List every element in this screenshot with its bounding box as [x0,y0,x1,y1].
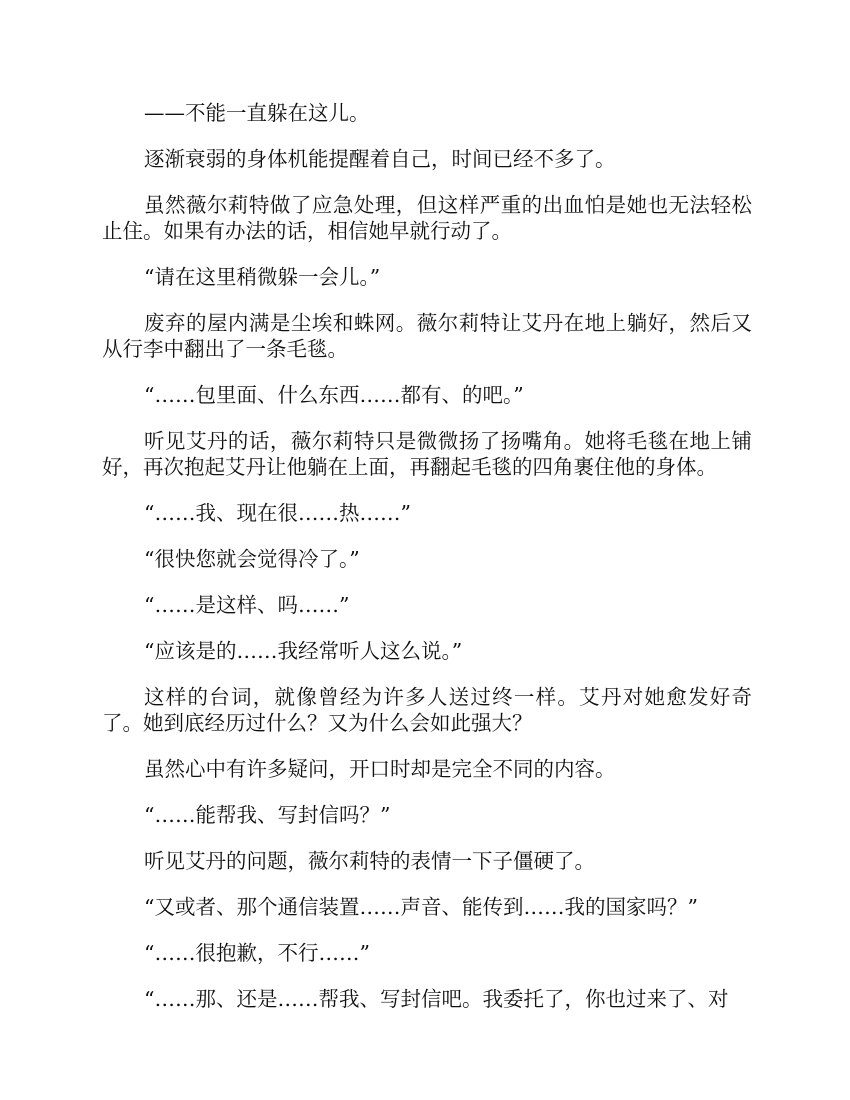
paragraph: “又或者、那个通信装置……声音、能传到……我的国家吗？” [144,895,698,919]
paragraph: 逐渐衰弱的身体机能提醒着自己，时间已经不多了。 [144,147,616,171]
paragraph: “……是这样、吗……” [144,593,350,617]
document-page [102,100,752,1032]
paragraph: “……很抱歉，不行……” [144,941,370,965]
paragraph: “很快您就会觉得冷了。” [144,547,360,571]
paragraph: “……那、还是……帮我、写封信吧。我委托了，你也过来了、对 [144,987,729,1011]
paragraph: 这样的台词，就像曾经为许多人送过终一样。艾丹对她愈发好奇了。她到底经历过什么？又为什么会如此强大？ [102,685,752,735]
paragraph: 虽然心中有许多疑问，开口时却是完全不同的内容。 [144,757,616,781]
paragraph: “请在这里稍微躲一会儿。” [144,265,381,289]
paragraph: 虽然薇尔莉特做了应急处理，但这样严重的出血怕是她也无法轻松止住。如果有办法的话，相信她早就行动了。 [102,193,752,243]
paragraph: ——不能一直躲在这儿。 [144,101,370,125]
paragraph: “……能帮我、写封信吗？” [144,803,391,827]
paragraph: 听见艾丹的问题，薇尔莉特的表情一下子僵硬了。 [144,849,595,873]
paragraph: “应该是的……我经常听人这么说。” [144,639,463,663]
paragraph: 废弃的屋内满是尘埃和蛛网。薇尔莉特让艾丹在地上躺好，然后又从行李中翻出了一条毛毯。 [102,311,752,361]
paragraph: “……包里面、什么东西……都有、的吧。” [144,383,524,407]
paragraph: “……我、现在很……热……” [144,501,411,525]
paragraph: 听见艾丹的话，薇尔莉特只是微微扬了扬嘴角。她将毛毯在地上铺好，再次抱起艾丹让他躺在上面，再翻起毛毯的四角裹住他的身体。 [102,429,752,479]
